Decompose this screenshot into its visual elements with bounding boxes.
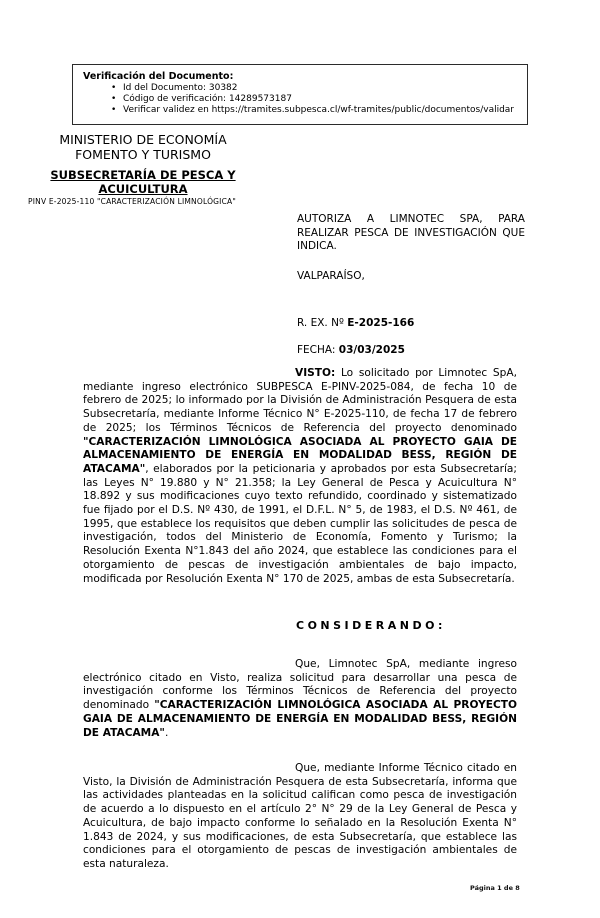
verification-box bbox=[72, 64, 528, 125]
resolution-number-value: E-2025-166 bbox=[347, 317, 415, 329]
verification-item-url: • Verificar validez en https://tramites.subpesca.cl/wf-tramites/public/documentos/validar bbox=[111, 105, 521, 116]
considerando-paragraph-2: Que, mediante Informe Técnico citado en Visto, la División de Administración Pesquera de esta Subsecretaría, informa que las actividades planteadas en la solicitud califican como pesca de investigación de acuerdo a lo dispuesto en el artículo 2° N° 29 de la Ley General de Pesca y Acuicultura, de bajo impacto conforme lo señalado en la Resolución Exenta N° 1.843 de 2024, y sus modificaciones, de esta Subsecretaría, que establece las condiciones para el otorgamiento de pescas de investigación ambientales de esta naturaleza. bbox=[83, 762, 517, 870]
date-line bbox=[297, 344, 405, 356]
resolution-number-line bbox=[297, 317, 414, 329]
ministry-name-line1: MINISTERIO DE ECONOMÍA bbox=[59, 132, 227, 147]
resolution-number-label: R. EX. Nº bbox=[297, 317, 348, 329]
visto-label: VISTO: bbox=[295, 367, 336, 379]
resolution-subject: AUTORIZA A LIMNOTEC SPA, PARA REALIZAR PESCA DE INVESTIGACIÓN QUE INDICA. bbox=[297, 213, 525, 252]
visto-project-name: "CARACTERIZACIÓN LIMNOLÓGICA ASOCIADA AL PROYECTO GAIA DE ALMACENAMIENTO DE ENERGÍA EN MODALIDAD BESS, REGIÓN DE ATACAMA" bbox=[83, 435, 517, 475]
page-number: Página 1 de 8 bbox=[470, 884, 520, 892]
considerando-1-project-name: "CARACTERIZACIÓN LIMNOLÓGICA ASOCIADA AL PROYECTO GAIA DE ALMACENAMIENTO DE ENERGÍA EN MODALIDAD BESS, REGIÓN DE ATACAMA" bbox=[83, 699, 518, 739]
date-value: 03/03/2025 bbox=[338, 344, 405, 356]
date-label: FECHA: bbox=[297, 344, 339, 356]
ministry-name-line2: FOMENTO Y TURISMO bbox=[75, 147, 211, 162]
city-line: VALPARAÍSO, bbox=[297, 270, 365, 282]
letterhead bbox=[28, 132, 258, 196]
file-reference: PINV E-2025-110 "CARACTERIZACIÓN LIMNOLÓGICA" bbox=[28, 197, 237, 206]
verification-title: Verificación del Documento: bbox=[83, 71, 234, 82]
subsecretaria-title: SUBSECRETARÍA DE PESCA Y ACUICULTURA bbox=[50, 168, 236, 196]
visto-paragraph bbox=[83, 367, 517, 586]
visto-text-2: , elaborados por la peticionaria y aprobados por esta Subsecretaría; las Leyes N° 19.880 y N° 21.358; la Ley General de Pesca y Acuicultura N° 18.892 y sus modificaciones cuyo texto refundido, coordinado y sistematizado fue fijado por el D.S. Nº 430, de 1991, el D.F.L. N° 5, de 1983, el D.S. Nº 461, de 1995, que establece los requisitos que deben cumplir las solicitudes de pesca de investigación, todos del Ministerio de Economía, Fomento y Turismo; la Resolución Exenta N°1.843 del año 2024, que establece las condiciones para el otorgamiento de pescas de investigación ambientales de bajo impacto, modificada por Resolución Exenta N° 170 de 2025, ambas de esta Subsecretaría. bbox=[83, 462, 517, 585]
verification-item-document-id: • Id del Documento: 30382 bbox=[111, 83, 521, 94]
considerando-1-text-2: . bbox=[164, 726, 169, 739]
verification-item-code: • Código de verificación: 14289573187 bbox=[111, 94, 521, 105]
considerando-paragraph-1 bbox=[83, 658, 517, 740]
considerando-1-text-1: Que, Limnotec SpA, mediante ingreso electrónico citado en Visto, realiza solicitud para desarrollar una pesca de investigación conforme los Términos Técnicos de Referencia del proyecto denominado bbox=[83, 658, 517, 712]
considerando-heading: CONSIDERANDO: bbox=[296, 619, 446, 632]
visto-text-1: Lo solicitado por Limnotec SpA, mediante ingreso electrónico SUBPESCA E-PINV-2025-084, de fecha 10 de febrero de 2025; lo informado por la División de Administración Pesquera de esta Subsecretaría, mediante Informe Técnico N° E-2025-110, de fecha 17 de febrero de 2025; los Términos Técnicos de Referencia del proyecto denominado bbox=[83, 367, 517, 434]
